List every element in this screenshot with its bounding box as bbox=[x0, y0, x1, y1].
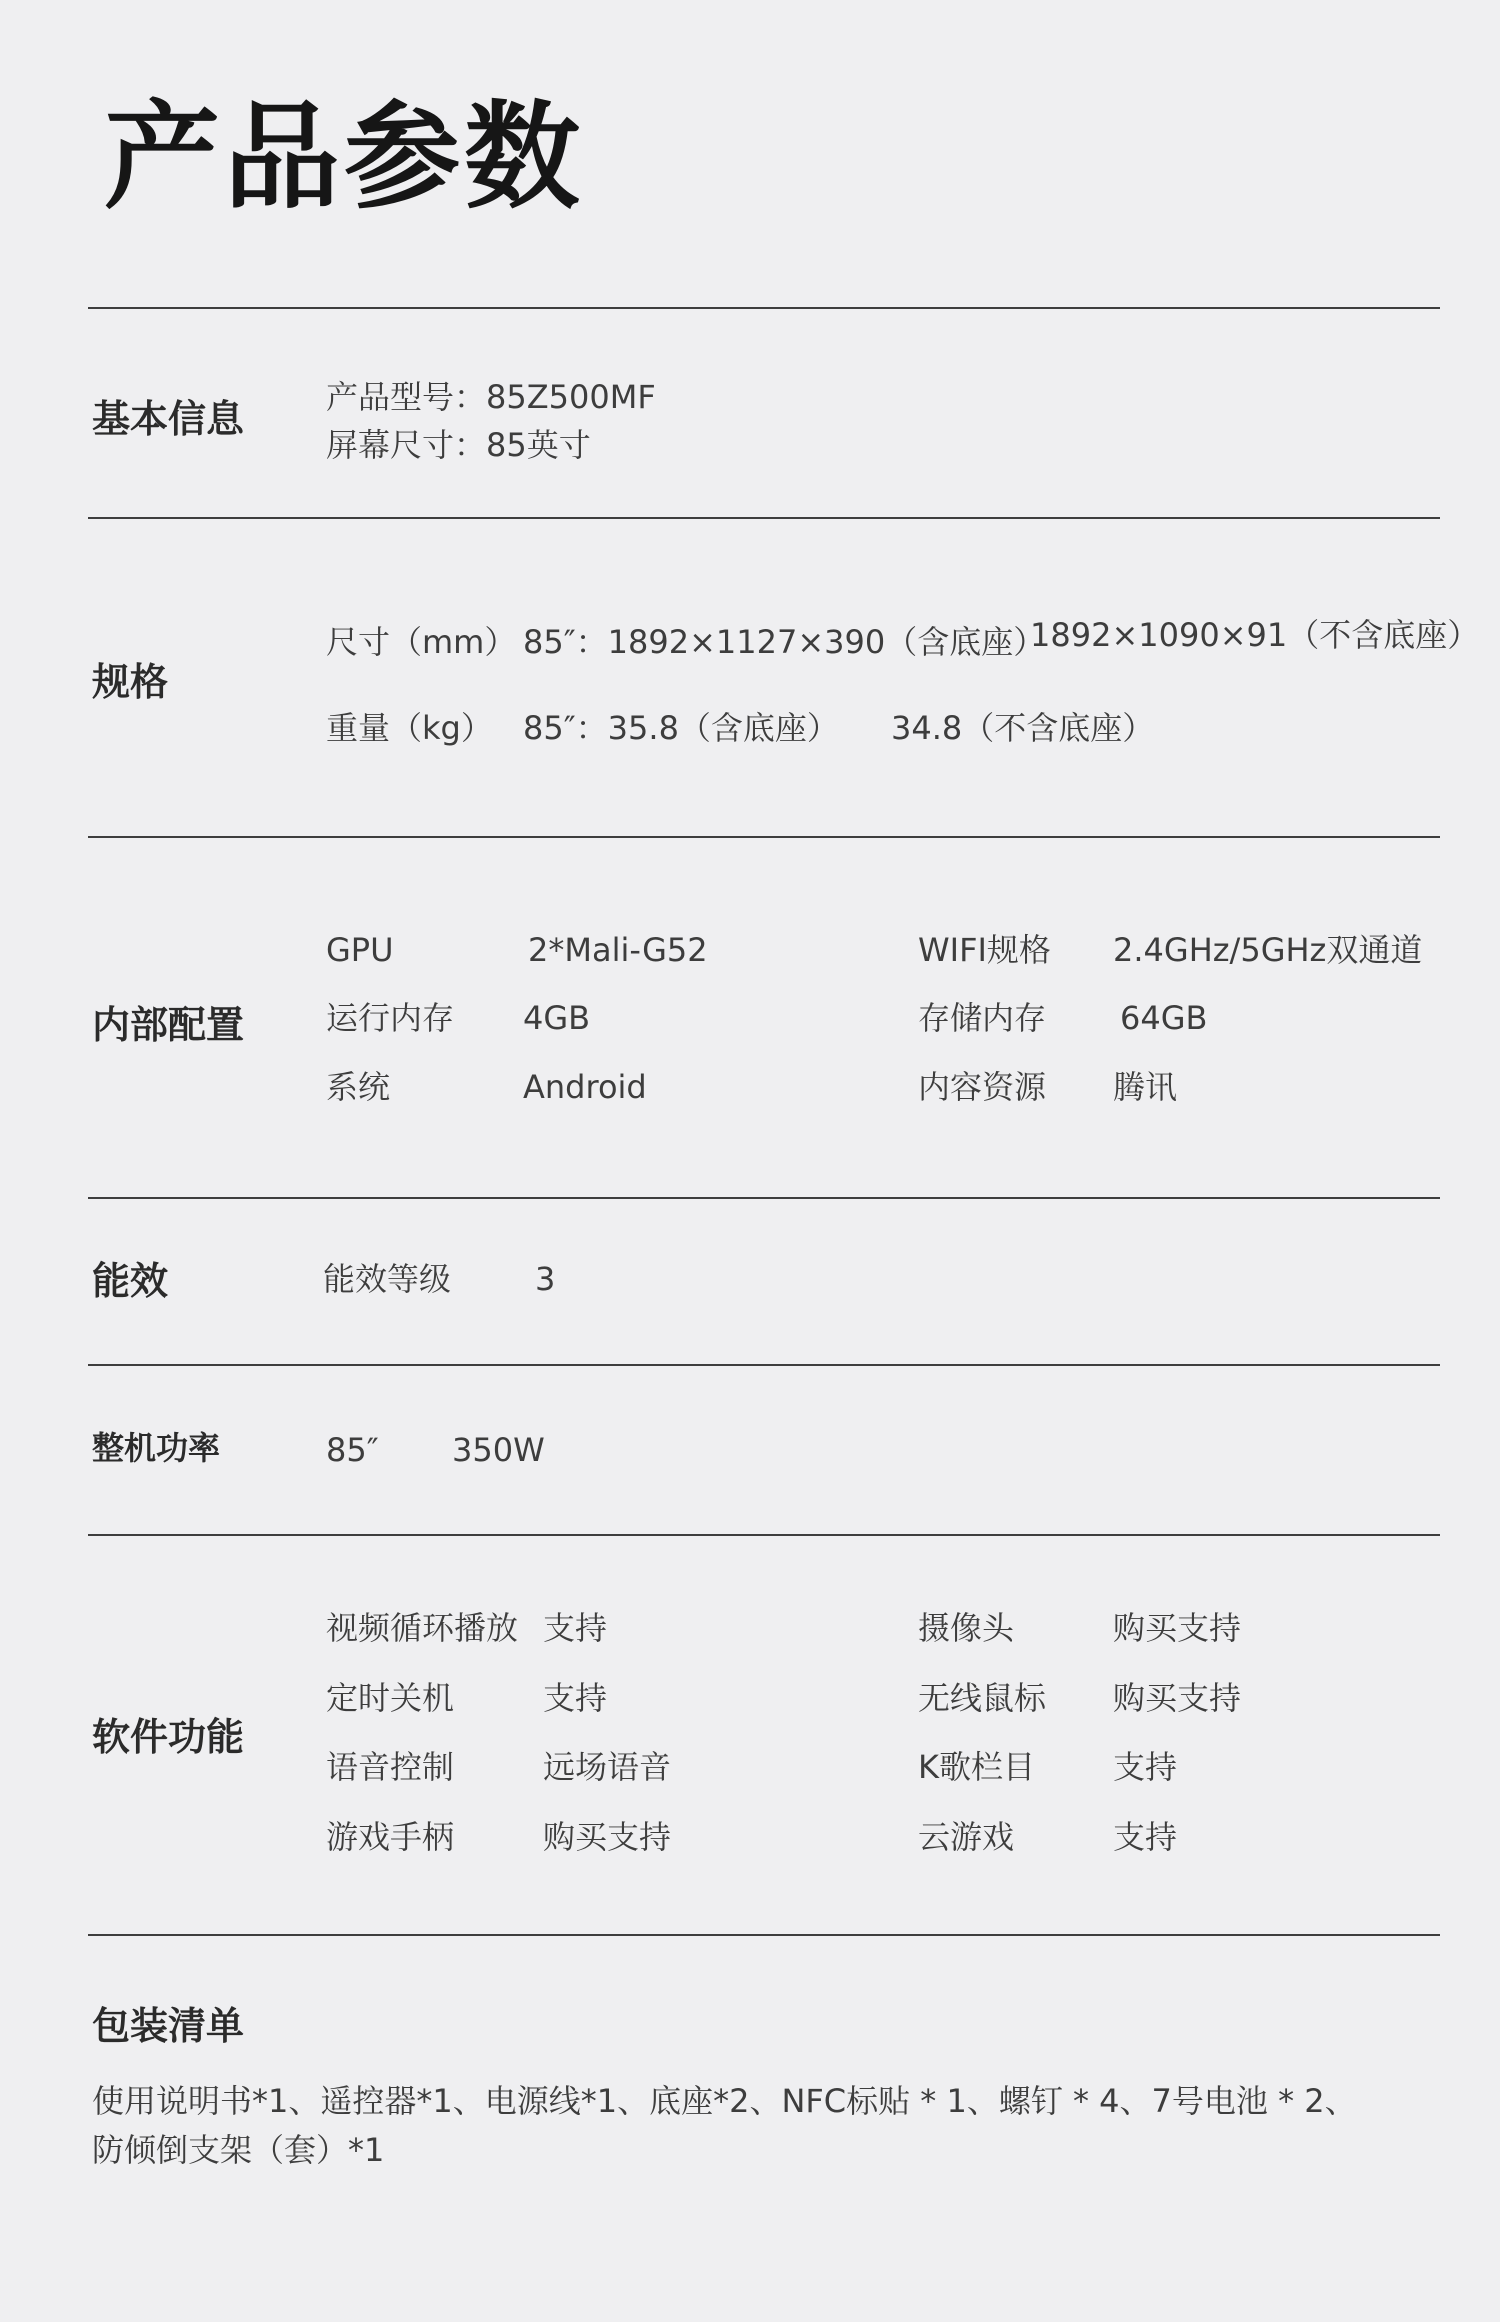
section-label-internal: 内部配置 bbox=[92, 1003, 245, 1047]
software-key: 云游戏 bbox=[918, 1818, 1015, 1856]
internal-key: WIFI规格 bbox=[918, 931, 1051, 969]
software-key: 游戏手柄 bbox=[326, 1818, 455, 1856]
divider bbox=[88, 1934, 1440, 1936]
software-key: 视频循环播放 bbox=[326, 1609, 519, 1647]
divider bbox=[88, 307, 1440, 309]
divider bbox=[88, 1364, 1440, 1366]
spec-size-label: 尺寸（mm） bbox=[326, 623, 517, 661]
software-key: 摄像头 bbox=[918, 1609, 1015, 1647]
divider bbox=[88, 1197, 1440, 1199]
section-label-basic-info: 基本信息 bbox=[92, 397, 245, 441]
package-contents-line2: 防倾倒支架（套）*1 bbox=[92, 2131, 385, 2169]
internal-value: 2.4GHz/5GHz双通道 bbox=[1113, 931, 1423, 969]
software-value: 支持 bbox=[1113, 1818, 1178, 1856]
internal-value: 腾讯 bbox=[1113, 1068, 1178, 1106]
internal-value: Android bbox=[523, 1068, 647, 1106]
section-label-power: 整机功率 bbox=[92, 1429, 221, 1467]
internal-key: 内容资源 bbox=[918, 1068, 1047, 1106]
divider bbox=[88, 836, 1440, 838]
internal-value: 2*Mali-G52 bbox=[528, 931, 708, 969]
software-key: K歌栏目 bbox=[918, 1748, 1035, 1786]
divider bbox=[88, 1534, 1440, 1536]
energy-value: 3 bbox=[535, 1260, 556, 1298]
software-value: 购买支持 bbox=[1113, 1609, 1242, 1647]
internal-key: 运行内存 bbox=[326, 999, 455, 1037]
software-value: 购买支持 bbox=[543, 1818, 672, 1856]
software-key: 语音控制 bbox=[326, 1748, 455, 1786]
internal-key: 存储内存 bbox=[918, 999, 1047, 1037]
internal-value: 64GB bbox=[1120, 999, 1208, 1037]
internal-key: 系统 bbox=[326, 1068, 391, 1106]
spec-size-without-stand: 1892×1090×91（不含底座） bbox=[1030, 616, 1480, 654]
section-label-software: 软件功能 bbox=[92, 1715, 245, 1759]
section-label-energy: 能效 bbox=[92, 1259, 169, 1303]
divider bbox=[88, 517, 1440, 519]
software-key: 无线鼠标 bbox=[918, 1679, 1047, 1717]
software-value: 支持 bbox=[1113, 1748, 1178, 1786]
screen-size: 屏幕尺寸：85英寸 bbox=[326, 426, 591, 464]
software-value: 支持 bbox=[543, 1679, 608, 1717]
package-contents-line1: 使用说明书*1、遥控器*1、电源线*1、底座*2、NFC标贴 * 1、螺钉 * 4、7号电池 * 2、 bbox=[92, 2082, 1357, 2120]
power-size: 85″ bbox=[326, 1431, 379, 1469]
section-label-package: 包装清单 bbox=[92, 2004, 245, 2048]
software-key: 定时关机 bbox=[326, 1679, 455, 1717]
spec-weight-label: 重量（kg） bbox=[326, 709, 493, 747]
internal-value: 4GB bbox=[523, 999, 591, 1037]
software-value: 购买支持 bbox=[1113, 1679, 1242, 1717]
energy-key: 能效等级 bbox=[323, 1260, 452, 1298]
spec-size-with-stand: 85″：1892×1127×390（含底座） bbox=[523, 623, 1046, 661]
software-value: 远场语音 bbox=[543, 1748, 672, 1786]
spec-weight-with-stand: 85″：35.8（含底座） bbox=[523, 709, 839, 747]
software-value: 支持 bbox=[543, 1609, 608, 1647]
internal-key: GPU bbox=[326, 931, 394, 969]
section-label-specs: 规格 bbox=[92, 660, 169, 704]
product-model: 产品型号：85Z500MF bbox=[326, 378, 656, 416]
spec-weight-without-stand: 34.8（不含底座） bbox=[891, 709, 1155, 747]
page-title: 产品参数 bbox=[104, 90, 584, 225]
power-value: 350W bbox=[452, 1431, 545, 1469]
